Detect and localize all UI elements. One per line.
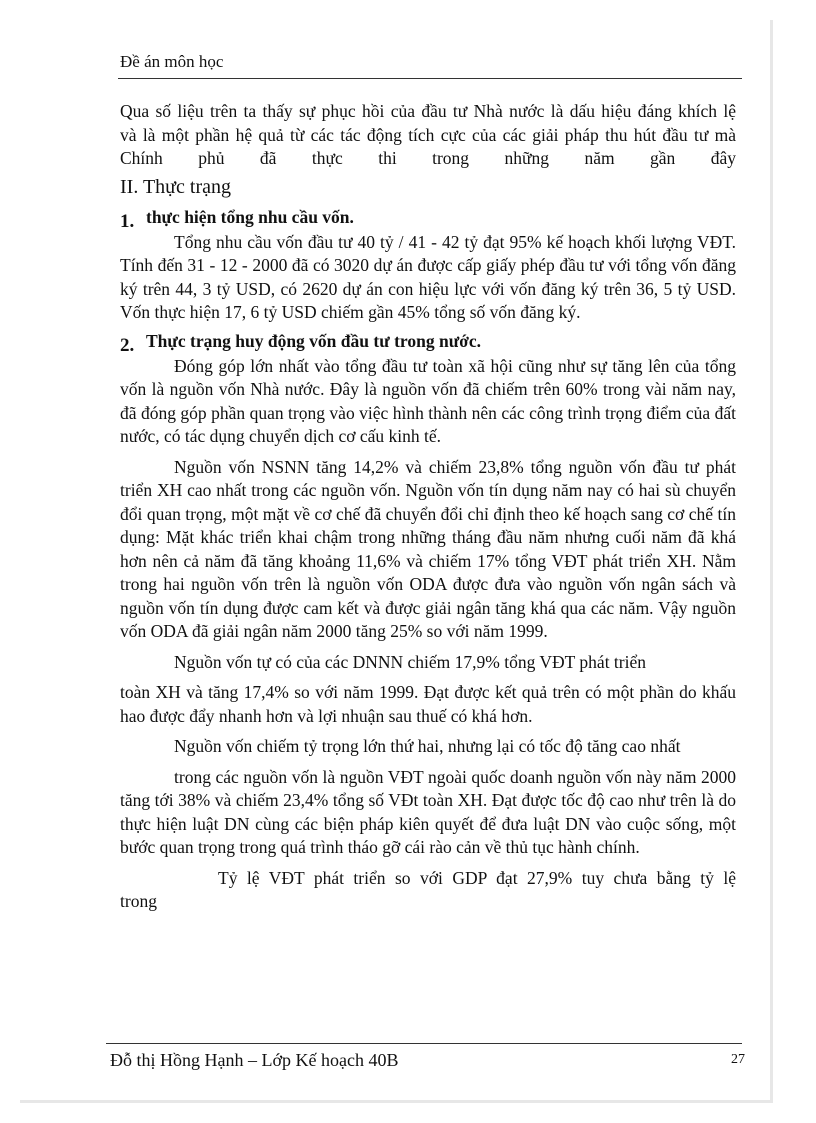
page-header-title: Đề án môn học (120, 52, 224, 71)
paragraph-4-rest: toàn XH và tăng 17,4% so với năm 1999. Đạt được kết quả trên có một phần do khấu hao được đẩy nhanh hơn và lợi nhuận sau thuế có khá hơn. (120, 682, 736, 726)
intro-line-1: Qua số liệu trên ta thấy sự phục hồi của đầu tư Nhà nước là dấu hiệu đáng khích lệ (120, 101, 736, 121)
heading-1-number: 1. (120, 210, 135, 232)
page-shadow-bottom (20, 1100, 773, 1103)
heading-2 (120, 330, 736, 356)
paragraph-1: Tổng nhu cầu vốn đầu tư 40 tỷ / 41 - 42 tỷ đạt 95% kế hoạch khối lượng VĐT. Tính đến 31 - 12 - 2000 đã có 3020 dự án được cấp giấy phép đầu tư với tổng vốn đăng ký trên 44, 3 tỷ USD, có 2620 dự án con hiệu lực với vốn đăng ký trên 36, 5 tỷ USD. Vốn thực hiện 17, 6 tỷ USD chiếm gần 45% tổng số vốn đăng ký. (120, 231, 736, 322)
heading-2-number: 2. (120, 334, 135, 356)
footer-rule (106, 1043, 742, 1044)
section-title: II. Thực trạng (120, 175, 231, 198)
paragraph-6-second-line: trong (120, 891, 157, 911)
paragraph-2: Đóng góp lớn nhất vào tổng đầu tư toàn xã hội cũng như sự tăng lên của tổng vốn là nguồn vốn Nhà nước. Đây là nguồn vốn đã chiếm trên 60% trong vài năm nay, đã đóng góp phần quan trọng vào việc hình thành nên các công trình trọng điểm của đất nước, có tác dụng chuyển dịch cơ cấu kinh tế. (120, 355, 736, 446)
header-rule (118, 78, 742, 79)
heading-1 (120, 206, 736, 232)
heading-1-text: thực hiện tổng nhu cầu vốn. (146, 206, 354, 227)
document-body (120, 100, 736, 914)
paragraph-4-first-line: Nguồn vốn tự có của các DNNN chiếm 17,9% tổng VĐT phát triển (174, 651, 646, 672)
paragraph-5-first-line: Nguồn vốn chiếm tỷ trọng lớn thứ hai, nhưng lại có tốc độ tăng cao nhất (174, 736, 681, 756)
intro-line-2: và là một phần hệ quả từ các tác động tích cực của các giải pháp thu hút đầu tư mà (120, 124, 736, 145)
intro-line-3: Chính phủ đã thực thi trong những năm gần đây (120, 148, 736, 168)
paragraph-3: Nguồn vốn NSNN tăng 14,2% và chiếm 23,8% tổng nguồn vốn đầu tư phát triển XH cao nhất trong các nguồn vốn. Nguồn vốn tín dụng năm nay có hai sù chuyển đổi quan trọng, một mặt về cơ chế đã chuyển đổi chỉ định theo kế hoạch sang cơ chế tín dụng: Mặt khác triển khai chậm trong những tháng đầu năm nhưng cuối năm đã khá hơn nên cả năm đã tăng khoảng 11,6% và chiếm 17% tổng VĐT phát triển XH. Nằm trong hai nguồn vốn trên là nguồn vốn ODA được đưa vào nguồn vốn ngân sách và nguồn vốn tín dụng được cam kết và được giải ngân tăng khá qua các năm. Vậy nguồn vốn ODA đã giải ngân năm 2000 tăng 25% so với năm 1999. (120, 456, 736, 641)
footer-author: Đỗ thị Hồng Hạnh – Lớp Kế hoạch 40B (110, 1050, 399, 1070)
paragraph-5-rest: trong các nguồn vốn là nguồn VĐT ngoài quốc doanh nguồn vốn này năm 2000 tăng tới 38% và chiếm 23,4% tổng số VĐt toàn XH. Đạt được tốc độ cao như trên là do thực hiện luật DN cùng các biện pháp kiên quyết để đưa luật DN vào cuộc sống, một bước quan trọng trong quá trình tháo gỡ cái rào cản về thủ tục hành chính. (120, 766, 736, 857)
paragraph-6-first-line: Tỷ lệ VĐT phát triển so với GDP đạt 27,9% tuy chưa bằng tỷ lệ (218, 867, 736, 888)
heading-2-text: Thực trạng huy động vốn đầu tư trong nước. (146, 330, 482, 351)
page-shadow-right (770, 20, 773, 1100)
page-number: 27 (731, 1052, 745, 1067)
